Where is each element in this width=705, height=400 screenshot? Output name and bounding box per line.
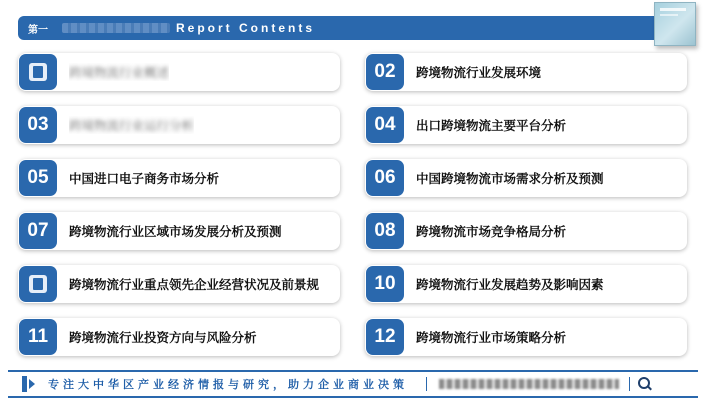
chapter-title: 跨境物流行业投资方向与风险分析	[69, 330, 257, 345]
chapter-card-11[interactable]	[18, 318, 340, 356]
chapter-number: 04	[366, 107, 404, 143]
report-cover-thumbnail	[654, 2, 696, 46]
chapter-title: 中国进口电子商务市场分析	[69, 171, 220, 186]
footer-divider	[426, 377, 427, 391]
chapter-icon	[29, 63, 47, 81]
header-blurred-text	[62, 23, 170, 33]
chapter-title: 跨境物流行业市场策略分析	[416, 330, 567, 345]
chapter-number: 07	[19, 213, 57, 249]
chapter-card-03[interactable]	[18, 106, 340, 144]
header-logo: 第一	[28, 24, 48, 36]
chapter-card-10[interactable]	[365, 265, 687, 303]
chapter-title: 跨境物流市场竞争格局分析	[416, 224, 567, 239]
chapter-card-08[interactable]	[365, 212, 687, 250]
chapter-title: 跨境物流行业发展趋势及影响因素	[416, 277, 604, 292]
chapter-title: 跨境物流行业区域市场发展分析及预测	[69, 224, 282, 239]
chapter-number: 08	[366, 213, 404, 249]
chapter-title: 出口跨境物流主要平台分析	[416, 118, 567, 133]
chapter-number: 10	[366, 266, 404, 302]
chapter-title: 中国跨境物流市场需求分析及预测	[416, 171, 604, 186]
brand-logo-icon	[22, 376, 36, 392]
chapter-title-blurred: 跨境物流行业运行分析	[69, 118, 195, 133]
footer-bar	[8, 370, 698, 398]
search-icon[interactable]	[638, 377, 652, 391]
footer-divider	[629, 377, 630, 391]
chapter-card-12[interactable]	[365, 318, 687, 356]
chapter-title-blurred: 跨境物流行业概述	[69, 65, 170, 80]
chapter-card-01[interactable]	[18, 53, 340, 91]
chapter-number-box	[19, 266, 57, 302]
chapter-card-04[interactable]	[365, 106, 687, 144]
chapter-title: 跨境物流行业发展环境	[416, 65, 542, 80]
chapter-number: 02	[366, 54, 404, 90]
header-bar	[18, 16, 668, 40]
chapter-title: 跨境物流行业重点领先企业经营状况及前景规	[69, 277, 320, 292]
chapter-number: 05	[19, 160, 57, 196]
chapter-card-06[interactable]	[365, 159, 687, 197]
chapter-card-05[interactable]	[18, 159, 340, 197]
chapter-card-07[interactable]	[18, 212, 340, 250]
chapter-card-02[interactable]	[365, 53, 687, 91]
chapter-number: 06	[366, 160, 404, 196]
chapter-number: 11	[19, 319, 57, 355]
chapter-number: 03	[19, 107, 57, 143]
footer-blurred-url	[439, 379, 619, 389]
chapter-number: 12	[366, 319, 404, 355]
header-title: Report Contents	[176, 21, 315, 35]
chapter-icon	[29, 275, 47, 293]
footer-slogan: 专注大中华区产业经济情报与研究，助力企业商业决策	[48, 378, 408, 391]
chapter-card-09[interactable]	[18, 265, 340, 303]
chapter-number-box	[19, 54, 57, 90]
